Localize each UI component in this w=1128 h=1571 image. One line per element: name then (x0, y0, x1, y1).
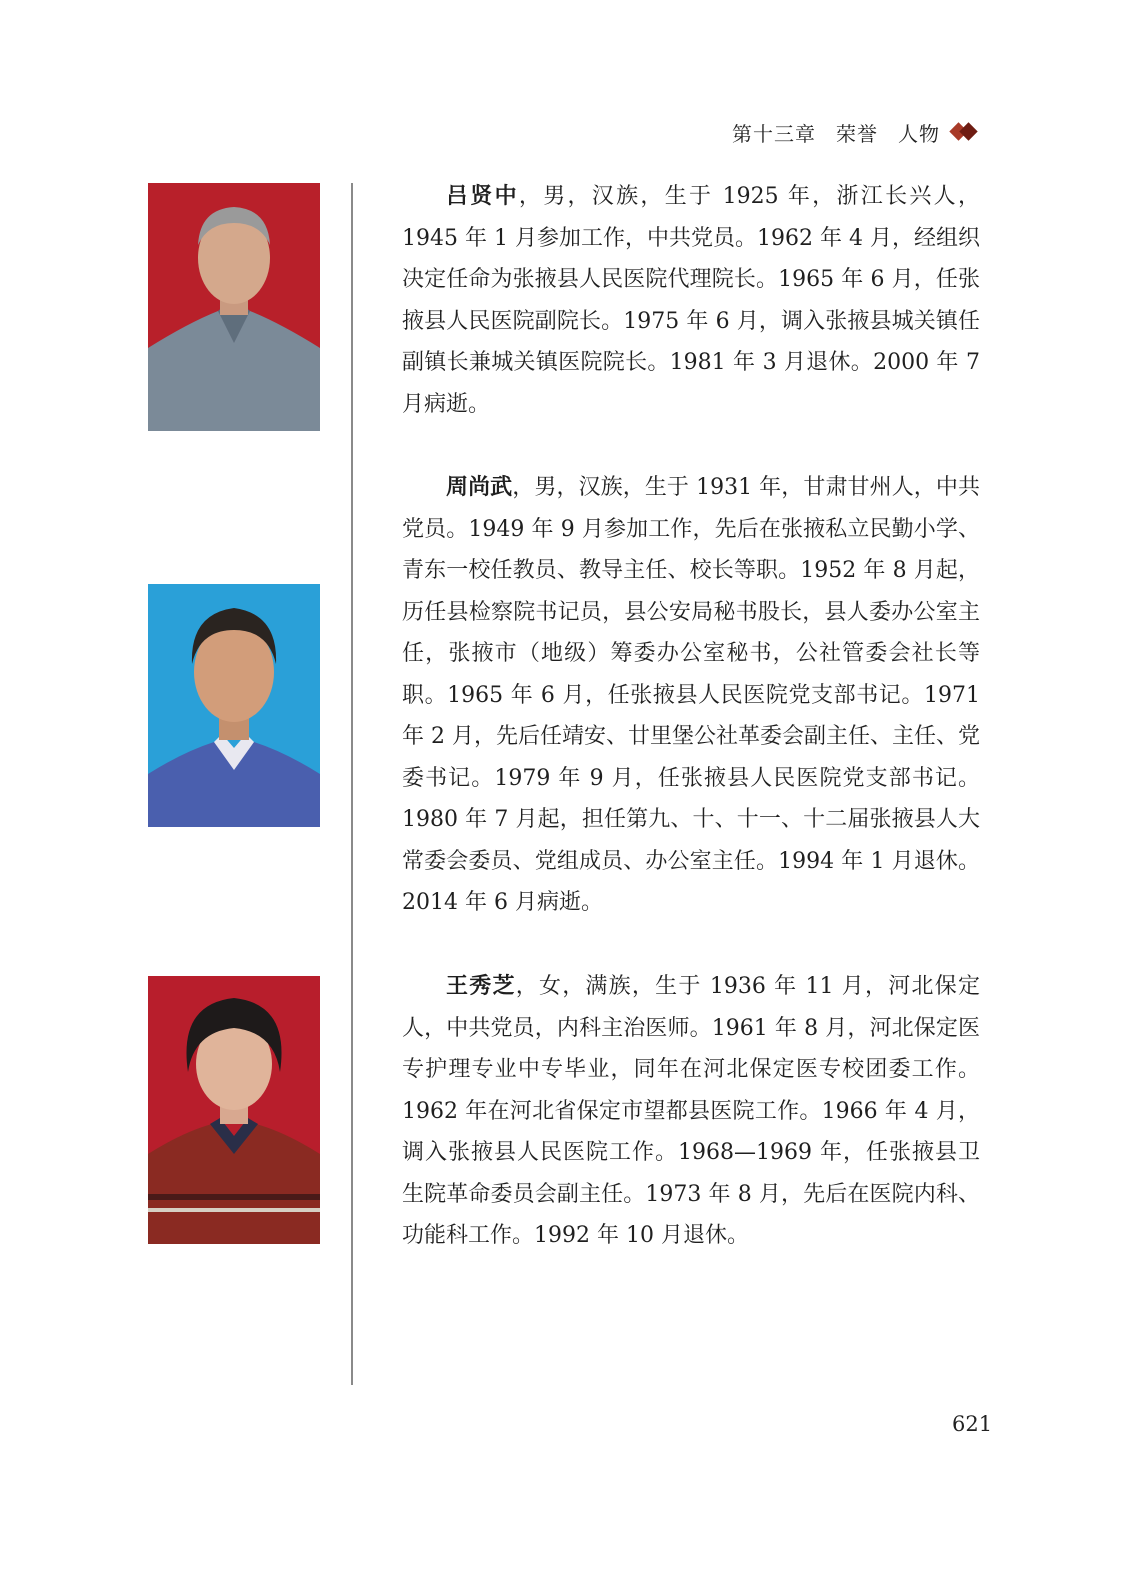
portrait-photo-2 (148, 584, 320, 827)
biography-text: ，女，满族，生于 1936 年 11 月，河北保定人，中共党员，内科主治医师。1961 年 8 月，河北保定医专护理专业中专毕业，同年在河北保定医专校团委工作。1962 年在河北省保定市望都县医院工作。1966 年 4 月，调入张掖县人民医院工作。1968—1969 年，任张掖县卫生院革命委员会副主任。1973 年 8 月，先后在医院内科、功能科工作。1992 年 10 月退休。 (402, 974, 980, 1248)
person-name: 吕贤中 (446, 184, 519, 209)
double-diamond-icon (952, 122, 978, 142)
biography-2 (402, 467, 980, 924)
vertical-divider (351, 183, 353, 1385)
biography-1 (402, 176, 980, 425)
chapter-label: 第十三章 (732, 121, 816, 146)
portrait-photo-1 (148, 183, 320, 431)
biography-text: ，男，汉族，生于 1931 年，甘肃甘州人，中共党员。1949 年 9 月参加工作，先后在张掖私立民勤小学、青东一校任教员、教导主任、校长等职。1952 年 8 月起，历任县检察院书记员，县公安局秘书股长，县人委办公室主任，张掖市（地级）筹委办公室秘书，公社管委会社长等职。1965 年 6 月，任张掖县人民医院党支部书记。1971 年 2 月，先后任靖安、廿里堡公社革委会副主任、主任、党委书记。1979 年 9 月，任张掖县人民医院党支部书记。1980 年 7 月起，担任第九、十、十一、十二届张掖县人大常委会委员、党组成员、办公室主任。1994 年 1 月退休。2014 年 6 月病逝。 (402, 475, 980, 915)
portrait-photo-3 (148, 976, 320, 1244)
page-number: 621 (952, 1412, 993, 1436)
running-header (732, 116, 978, 148)
biography-3 (402, 966, 980, 1257)
section-label: 荣誉 (836, 121, 878, 146)
biography-text: ，男，汉族，生于 1925 年，浙江长兴人，1945 年 1 月参加工作，中共党员。1962 年 4 月，经组织决定任命为张掖县人民医院代理院长。1965 年 6 月，任张掖县人民医院副院长。1975 年 6 月，调入张掖县城关镇任副镇长兼城关镇医院院长。1981 年 3 月退休。2000 年 7 月病逝。 (402, 184, 980, 417)
person-name: 王秀芝 (446, 974, 516, 999)
subsection-label: 人物 (898, 121, 940, 146)
person-name: 周尚武 (446, 475, 513, 500)
